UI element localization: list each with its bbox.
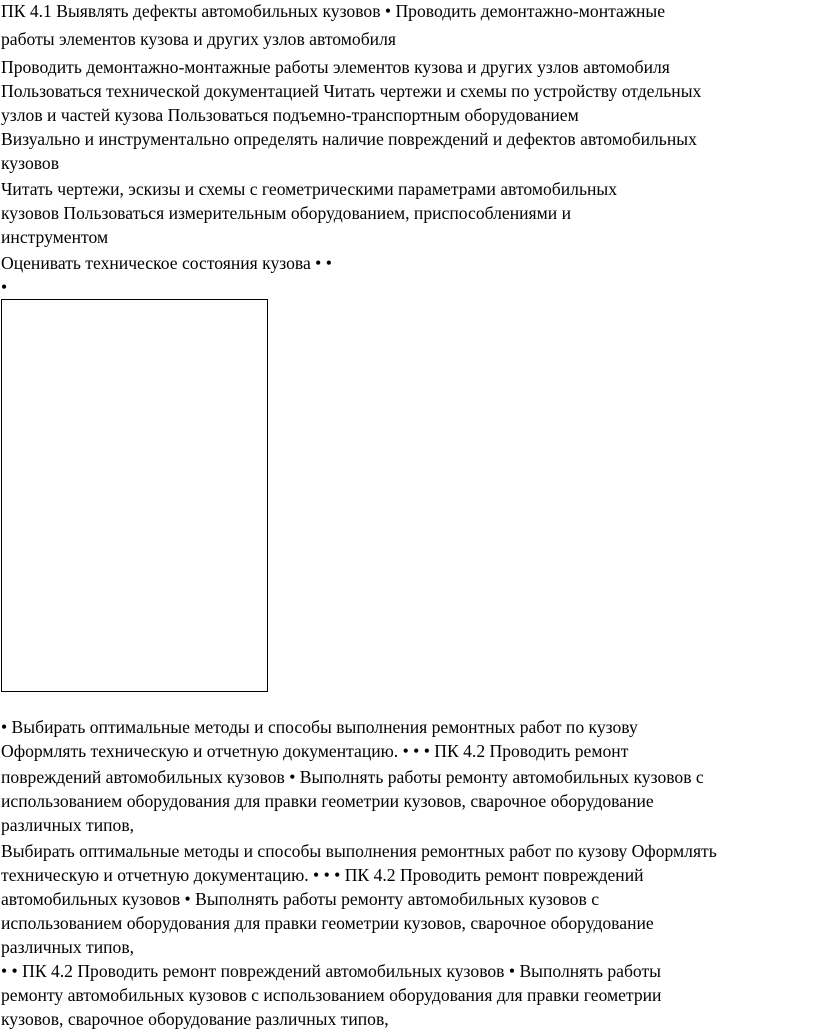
text-line: кузовов, сварочное оборудование различных типов, [1, 1009, 389, 1029]
text-line: Визуально и инструментально определять наличие повреждений и дефектов автомобильных [1, 129, 697, 149]
text-line: • • ПК 4.2 Проводить ремонт повреждений автомобильных кузовов • Выполнять работы [1, 961, 662, 981]
text-line: Пользоваться технической документацией Читать чертежи и схемы по устройству отдельных [1, 81, 702, 101]
text-line: • Выбирать оптимальные методы и способы выполнения ремонтных работ по кузову [1, 717, 638, 737]
text-line: Читать чертежи, эскизы и схемы с геометрическими параметрами автомобильных [1, 179, 618, 199]
text-line: инструментом [1, 227, 109, 247]
text-line: повреждений автомобильных кузовов • Выполнять работы ремонту автомобильных кузовов с [1, 767, 704, 787]
image-placeholder-frame [1, 299, 268, 692]
text-line: техническую и отчетную документацию. • • • ПК 4.2 Проводить ремонт повреждений [1, 865, 644, 885]
text-line: различных типов, [1, 815, 135, 835]
bullet-line: • [1, 277, 8, 297]
text-line: Оценивать техническое состояния кузова • • [1, 253, 332, 273]
text-line: ремонту автомобильных кузовов с использованием оборудования для правки геометрии [1, 985, 662, 1005]
text-line: Проводить демонтажно-монтажные работы элементов кузова и других узлов автомобиля [1, 57, 670, 77]
text-line: кузовов [1, 153, 60, 173]
text-line: использованием оборудования для правки геометрии кузовов, сварочное оборудование [1, 913, 654, 933]
text-line: ПК 4.1 Выявлять дефекты автомобильных кузовов • Проводить демонтажно-монтажные [1, 1, 666, 21]
text-line: узлов и частей кузова Пользоваться подъемно-транспортным оборудованием [1, 105, 579, 125]
text-line: использованием оборудования для правки геометрии кузовов, сварочное оборудование [1, 791, 654, 811]
text-line: различных типов, [1, 937, 135, 957]
text-line: работы элементов кузова и других узлов автомобиля [1, 29, 396, 49]
text-line: кузовов Пользоваться измерительным оборудованием, приспособлениями и [1, 203, 572, 223]
text-line: Выбирать оптимальные методы и способы выполнения ремонтных работ по кузову Оформлять [1, 841, 717, 861]
text-line: автомобильных кузовов • Выполнять работы ремонту автомобильных кузовов с [1, 889, 600, 909]
text-line: Оформлять техническую и отчетную документацию. • • • ПК 4.2 Проводить ремонт [1, 741, 629, 761]
